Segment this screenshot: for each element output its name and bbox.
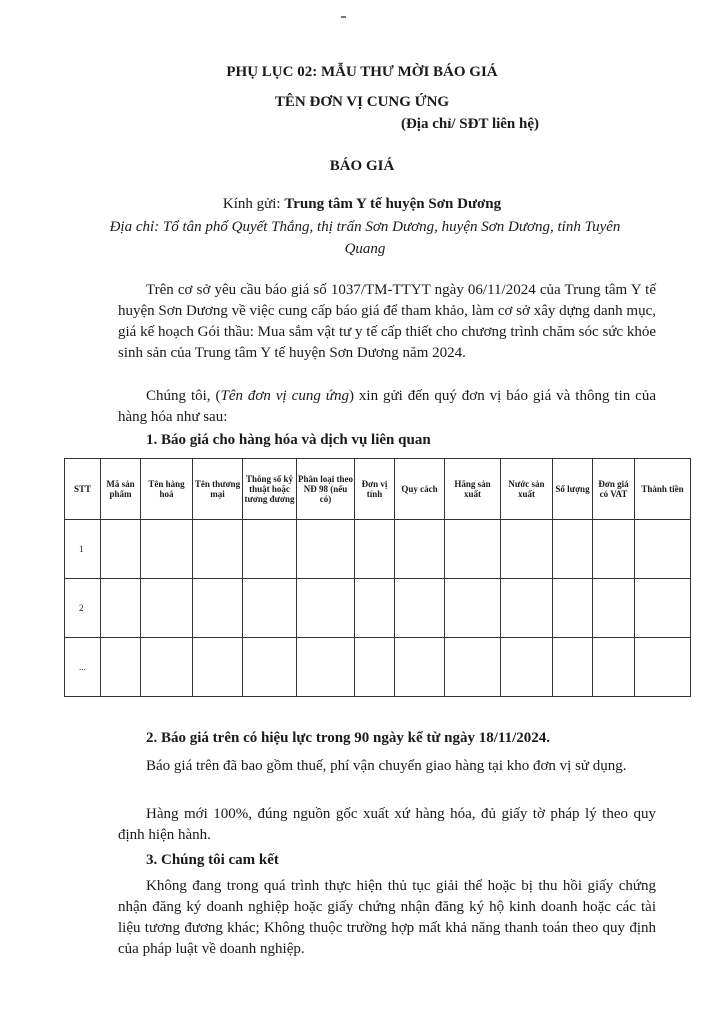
col-header: Thông số kỹ thuật hoặc tương đương <box>243 459 297 520</box>
table-cell <box>243 638 297 697</box>
section-2-paragraph: Báo giá trên đã bao gồm thuế, phí vận chuyển giao hàng tại kho đơn vị sử dụng. <box>146 758 627 774</box>
recipient-address: Địa chỉ: Tổ tân phố Quyết Thắng, thị trấn Sơn Dương, huyện Sơn Dương, tỉnh Tuyên Quang <box>109 219 621 257</box>
appendix-title: PHỤ LỤC 02: MẪU THƯ MỜI BÁO GIÁ <box>226 64 498 80</box>
table-cell <box>193 638 243 697</box>
recipient-name: Trung tâm Y tế huyện Sơn Dương <box>284 196 502 212</box>
col-header: Tên thương mại <box>193 459 243 520</box>
table-cell <box>445 579 501 638</box>
table-cell <box>141 579 193 638</box>
section-3-heading: 3. Chúng tôi cam kết <box>146 852 279 868</box>
table-cell <box>101 520 141 579</box>
table-cell <box>355 520 395 579</box>
col-header: STT <box>65 459 101 520</box>
intro-p2-prefix: Chúng tôi, ( <box>146 388 221 404</box>
table-cell <box>445 638 501 697</box>
table-cell <box>501 520 553 579</box>
table-cell <box>193 520 243 579</box>
table-cell <box>553 579 593 638</box>
recipient-line <box>0 196 724 213</box>
table-cell <box>141 520 193 579</box>
table-header-row <box>65 459 691 520</box>
col-header: Đơn vị tính <box>355 459 395 520</box>
table-cell <box>193 579 243 638</box>
table-cell <box>141 638 193 697</box>
table-cell <box>101 579 141 638</box>
table-cell <box>593 520 635 579</box>
table-cell <box>297 520 355 579</box>
table-cell <box>395 638 445 697</box>
table-cell <box>395 579 445 638</box>
table-cell <box>635 579 691 638</box>
table-cell <box>243 520 297 579</box>
table-cell <box>553 638 593 697</box>
table-cell <box>243 579 297 638</box>
table-cell <box>635 638 691 697</box>
table-row <box>65 579 691 638</box>
table-cell <box>297 638 355 697</box>
table-cell <box>101 638 141 697</box>
intro-p2-italic: Tên đơn vị cung ứng <box>220 388 349 404</box>
table-cell <box>593 579 635 638</box>
quotation-table <box>64 458 691 697</box>
col-header: Tên hàng hoá <box>141 459 193 520</box>
recipient-prefix: Kính gửi: <box>222 196 285 212</box>
section-2-paragraph-2: Hàng mới 100%, đúng nguồn gốc xuất xứ hàng hóa, đủ giấy tờ pháp lý theo quy định hiện hành. <box>118 806 656 843</box>
table-cell <box>355 638 395 697</box>
col-header: Mã sản phẩm <box>101 459 141 520</box>
section-3-paragraph: Không đang trong quá trình thực hiện thủ tục giải thể hoặc bị thu hồi giấy chứng nhận đăng ký doanh nghiệp hoặc giấy chứng nhận đăng ký hộ kinh doanh hoặc các tài liệu tương đương khác; Không thuộc trường hợp mất khả năng thanh toán theo quy định của pháp luật về doanh nghiệp. <box>118 878 656 957</box>
col-header: Nước sản xuất <box>501 459 553 520</box>
col-header: Đơn giá có VAT <box>593 459 635 520</box>
table-cell <box>635 520 691 579</box>
document-title: BÁO GIÁ <box>329 158 395 174</box>
table-cell <box>395 520 445 579</box>
supplier-name: TÊN ĐƠN VỊ CUNG ỨNG <box>274 94 450 110</box>
table-row <box>65 520 691 579</box>
col-header: Phân loại theo NĐ 98 (nếu có) <box>297 459 355 520</box>
intro-paragraph-2 <box>118 386 656 428</box>
scan-mark <box>341 16 346 18</box>
row-number: ... <box>65 638 101 697</box>
col-header: Quy cách <box>395 459 445 520</box>
intro-paragraph: Trên cơ sở yêu cầu báo giá số 1037/TM-TTYT ngày 06/11/2024 của Trung tâm Y tế huyện Sơn Dương về việc cung cấp báo giá để tham khảo, làm cơ sở xây dựng danh mục, giá kế hoạch Gói thầu: Mua sắm vật tư y tế cấp thiết cho chương trình chăm sóc sức khỏe sinh sản của Trung tâm Y tế huyện Sơn Dương năm 2024. <box>118 282 656 361</box>
col-header: Hãng sản xuất <box>445 459 501 520</box>
row-number: 1 <box>65 520 101 579</box>
section-2-heading: 2. Báo giá trên có hiệu lực trong 90 ngày kể từ ngày 18/11/2024. <box>146 730 550 746</box>
table-cell <box>501 638 553 697</box>
table-cell <box>501 579 553 638</box>
table-cell <box>445 520 501 579</box>
intro-p2-suffix: ) xin gửi đến quý đơn vị báo giá và thông tin của hàng hóa như sau: <box>118 388 656 425</box>
col-header: Số lượng <box>553 459 593 520</box>
table-cell <box>553 520 593 579</box>
table-cell <box>297 579 355 638</box>
table-row <box>65 638 691 697</box>
section-1-heading: 1. Báo giá cho hàng hóa và dịch vụ liên quan <box>146 432 431 448</box>
table-cell <box>355 579 395 638</box>
table-cell <box>593 638 635 697</box>
col-header: Thành tiền <box>635 459 691 520</box>
supplier-contact: (Địa chỉ/ SĐT liên hệ) <box>400 116 540 132</box>
row-number: 2 <box>65 579 101 638</box>
